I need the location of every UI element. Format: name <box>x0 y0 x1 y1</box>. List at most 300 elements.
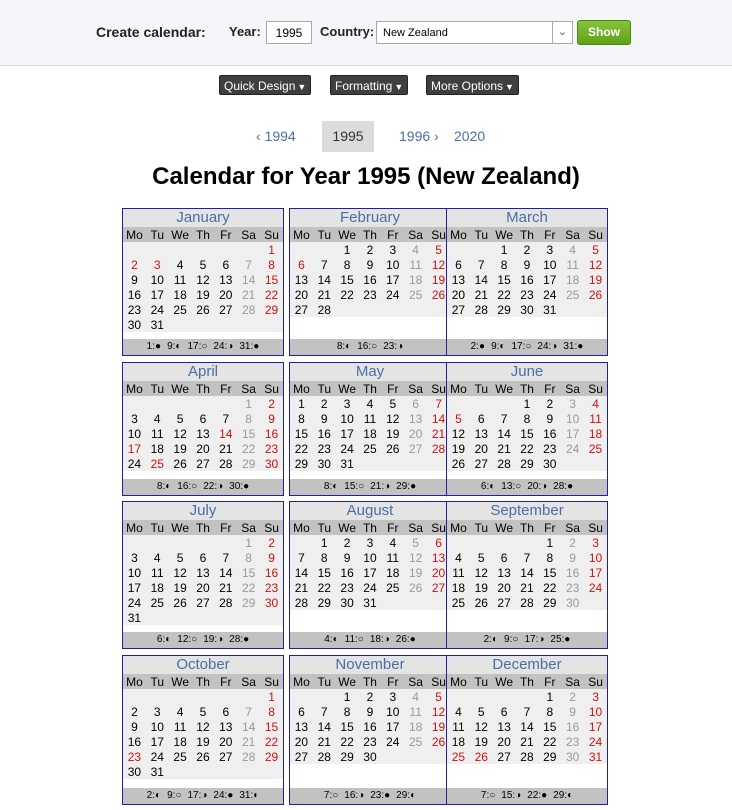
day-cell[interactable]: 29 <box>313 595 336 610</box>
day-cell[interactable]: 20 <box>493 580 516 595</box>
day-cell[interactable]: 9 <box>123 719 146 734</box>
day-cell[interactable]: 1 <box>538 689 561 704</box>
day-cell[interactable]: 5 <box>427 242 450 257</box>
day-cell[interactable]: 15 <box>538 565 561 580</box>
day-cell[interactable]: 8 <box>493 257 516 272</box>
day-cell[interactable]: 8 <box>237 411 260 426</box>
day-cell[interactable]: 3 <box>146 704 169 719</box>
day-cell[interactable]: 28 <box>516 595 539 610</box>
day-cell[interactable]: 27 <box>404 441 427 456</box>
day-cell[interactable]: 19 <box>192 734 215 749</box>
day-cell[interactable]: 11 <box>146 565 169 580</box>
day-cell[interactable]: 25 <box>359 441 382 456</box>
day-cell[interactable]: 21 <box>516 734 539 749</box>
day-cell[interactable]: 11 <box>359 411 382 426</box>
day-cell[interactable]: 28 <box>493 456 516 471</box>
day-cell[interactable]: 16 <box>123 734 146 749</box>
prev-year-link[interactable] <box>256 128 296 144</box>
day-cell[interactable]: 10 <box>123 426 146 441</box>
day-cell[interactable]: 9 <box>260 411 283 426</box>
day-cell[interactable]: 18 <box>447 580 470 595</box>
day-cell[interactable]: 26 <box>169 595 192 610</box>
day-cell[interactable]: 18 <box>404 272 427 287</box>
day-cell[interactable]: 23 <box>313 441 336 456</box>
day-cell[interactable]: 13 <box>427 550 450 565</box>
day-cell[interactable]: 15 <box>260 719 283 734</box>
day-cell[interactable]: 25 <box>584 441 607 456</box>
day-cell[interactable]: 15 <box>538 719 561 734</box>
day-cell[interactable]: 13 <box>290 272 313 287</box>
day-cell[interactable]: 30 <box>260 456 283 471</box>
day-cell[interactable]: 22 <box>493 287 516 302</box>
day-cell[interactable]: 15 <box>336 272 359 287</box>
day-cell[interactable]: 31 <box>538 302 561 317</box>
day-cell[interactable]: 10 <box>561 411 584 426</box>
day-cell[interactable]: 31 <box>336 456 359 471</box>
day-cell[interactable]: 25 <box>146 595 169 610</box>
day-cell[interactable]: 10 <box>381 257 404 272</box>
day-cell[interactable]: 17 <box>561 426 584 441</box>
day-cell[interactable]: 6 <box>214 257 237 272</box>
day-cell[interactable]: 15 <box>237 565 260 580</box>
day-cell[interactable]: 26 <box>427 287 450 302</box>
day-cell[interactable]: 1 <box>538 535 561 550</box>
day-cell[interactable]: 3 <box>584 535 607 550</box>
day-cell[interactable]: 2 <box>561 535 584 550</box>
day-cell[interactable]: 25 <box>146 456 169 471</box>
day-cell[interactable]: 23 <box>561 734 584 749</box>
day-cell[interactable]: 27 <box>470 456 493 471</box>
day-cell[interactable]: 27 <box>447 302 470 317</box>
day-cell[interactable]: 7 <box>290 550 313 565</box>
day-cell[interactable]: 22 <box>538 734 561 749</box>
day-cell[interactable]: 19 <box>470 734 493 749</box>
day-cell[interactable]: 29 <box>538 749 561 764</box>
day-cell[interactable]: 26 <box>447 456 470 471</box>
day-cell[interactable]: 7 <box>470 257 493 272</box>
day-cell[interactable]: 5 <box>381 396 404 411</box>
day-cell[interactable]: 5 <box>427 689 450 704</box>
day-cell[interactable]: 13 <box>214 719 237 734</box>
day-cell[interactable]: 11 <box>169 272 192 287</box>
day-cell[interactable]: 5 <box>169 411 192 426</box>
day-cell[interactable]: 8 <box>290 411 313 426</box>
day-cell[interactable]: 10 <box>146 719 169 734</box>
day-cell[interactable]: 28 <box>237 302 260 317</box>
day-cell[interactable]: 25 <box>169 302 192 317</box>
day-cell[interactable]: 12 <box>427 704 450 719</box>
day-cell[interactable]: 26 <box>381 441 404 456</box>
other-year-link[interactable]: 2020 <box>454 128 486 144</box>
day-cell[interactable]: 20 <box>447 287 470 302</box>
day-cell[interactable]: 26 <box>192 749 215 764</box>
day-cell[interactable]: 12 <box>584 257 607 272</box>
day-cell[interactable]: 1 <box>290 396 313 411</box>
day-cell[interactable]: 19 <box>427 719 450 734</box>
day-cell[interactable]: 23 <box>538 441 561 456</box>
day-cell[interactable]: 7 <box>313 704 336 719</box>
day-cell[interactable]: 28 <box>214 595 237 610</box>
day-cell[interactable]: 2 <box>260 396 283 411</box>
day-cell[interactable]: 30 <box>123 764 146 779</box>
day-cell[interactable]: 22 <box>313 580 336 595</box>
show-button[interactable]: Show <box>577 20 631 45</box>
day-cell[interactable]: 4 <box>447 550 470 565</box>
day-cell[interactable]: 16 <box>359 272 382 287</box>
day-cell[interactable]: 16 <box>260 426 283 441</box>
day-cell[interactable]: 26 <box>169 456 192 471</box>
day-cell[interactable]: 15 <box>260 272 283 287</box>
day-cell[interactable]: 6 <box>493 704 516 719</box>
day-cell[interactable]: 8 <box>313 550 336 565</box>
day-cell[interactable]: 2 <box>260 535 283 550</box>
day-cell[interactable]: 12 <box>427 257 450 272</box>
day-cell[interactable]: 24 <box>381 734 404 749</box>
day-cell[interactable]: 6 <box>493 550 516 565</box>
day-cell[interactable]: 6 <box>214 704 237 719</box>
day-cell[interactable]: 12 <box>169 565 192 580</box>
day-cell[interactable]: 14 <box>237 272 260 287</box>
day-cell[interactable]: 14 <box>313 272 336 287</box>
day-cell[interactable]: 6 <box>290 704 313 719</box>
day-cell[interactable]: 1 <box>493 242 516 257</box>
day-cell[interactable]: 19 <box>584 272 607 287</box>
day-cell[interactable]: 12 <box>447 426 470 441</box>
day-cell[interactable]: 27 <box>493 595 516 610</box>
day-cell[interactable]: 16 <box>359 719 382 734</box>
day-cell[interactable]: 6 <box>470 411 493 426</box>
day-cell[interactable]: 10 <box>359 550 382 565</box>
day-cell[interactable]: 20 <box>493 734 516 749</box>
day-cell[interactable]: 12 <box>192 272 215 287</box>
day-cell[interactable]: 1 <box>516 396 539 411</box>
day-cell[interactable]: 26 <box>192 302 215 317</box>
day-cell[interactable]: 4 <box>169 257 192 272</box>
day-cell[interactable]: 22 <box>336 734 359 749</box>
day-cell[interactable]: 15 <box>516 426 539 441</box>
day-cell[interactable]: 30 <box>516 302 539 317</box>
day-cell[interactable]: 18 <box>169 734 192 749</box>
day-cell[interactable]: 24 <box>561 441 584 456</box>
day-cell[interactable]: 9 <box>336 550 359 565</box>
day-cell[interactable]: 23 <box>260 580 283 595</box>
day-cell[interactable]: 1 <box>260 689 283 704</box>
day-cell[interactable]: 18 <box>359 426 382 441</box>
day-cell[interactable]: 6 <box>427 535 450 550</box>
day-cell[interactable]: 3 <box>146 257 169 272</box>
day-cell[interactable]: 14 <box>470 272 493 287</box>
day-cell[interactable]: 14 <box>516 565 539 580</box>
day-cell[interactable]: 31 <box>584 749 607 764</box>
day-cell[interactable]: 25 <box>404 734 427 749</box>
day-cell[interactable]: 7 <box>237 704 260 719</box>
day-cell[interactable]: 13 <box>290 719 313 734</box>
day-cell[interactable]: 7 <box>237 257 260 272</box>
day-cell[interactable]: 26 <box>470 749 493 764</box>
day-cell[interactable]: 30 <box>123 317 146 332</box>
day-cell[interactable]: 19 <box>427 272 450 287</box>
day-cell[interactable]: 6 <box>290 257 313 272</box>
year-input[interactable] <box>266 21 312 44</box>
day-cell[interactable]: 17 <box>584 719 607 734</box>
month-name[interactable]: March <box>447 209 607 227</box>
month-name[interactable]: October <box>123 656 283 674</box>
day-cell[interactable]: 2 <box>123 704 146 719</box>
day-cell[interactable]: 3 <box>381 689 404 704</box>
day-cell[interactable]: 2 <box>516 242 539 257</box>
day-cell[interactable]: 21 <box>313 287 336 302</box>
day-cell[interactable]: 8 <box>260 257 283 272</box>
day-cell[interactable]: 23 <box>336 580 359 595</box>
day-cell[interactable]: 3 <box>584 689 607 704</box>
day-cell[interactable]: 6 <box>447 257 470 272</box>
day-cell[interactable]: 25 <box>447 595 470 610</box>
day-cell[interactable]: 26 <box>470 595 493 610</box>
day-cell[interactable]: 28 <box>290 595 313 610</box>
day-cell[interactable]: 31 <box>123 610 146 625</box>
day-cell[interactable]: 3 <box>359 535 382 550</box>
day-cell[interactable]: 19 <box>381 426 404 441</box>
day-cell[interactable]: 29 <box>516 456 539 471</box>
day-cell[interactable]: 24 <box>584 580 607 595</box>
day-cell[interactable]: 28 <box>313 749 336 764</box>
day-cell[interactable]: 8 <box>538 704 561 719</box>
day-cell[interactable]: 18 <box>447 734 470 749</box>
day-cell[interactable]: 23 <box>516 287 539 302</box>
day-cell[interactable]: 9 <box>561 550 584 565</box>
day-cell[interactable]: 1 <box>237 535 260 550</box>
day-cell[interactable]: 20 <box>214 734 237 749</box>
day-cell[interactable]: 4 <box>359 396 382 411</box>
day-cell[interactable]: 22 <box>237 580 260 595</box>
day-cell[interactable]: 29 <box>237 456 260 471</box>
day-cell[interactable]: 30 <box>336 595 359 610</box>
day-cell[interactable]: 21 <box>313 734 336 749</box>
day-cell[interactable]: 15 <box>493 272 516 287</box>
day-cell[interactable]: 20 <box>470 441 493 456</box>
day-cell[interactable]: 12 <box>470 719 493 734</box>
day-cell[interactable]: 16 <box>561 719 584 734</box>
day-cell[interactable]: 22 <box>336 287 359 302</box>
day-cell[interactable]: 28 <box>237 749 260 764</box>
day-cell[interactable]: 14 <box>290 565 313 580</box>
day-cell[interactable]: 7 <box>214 411 237 426</box>
day-cell[interactable]: 17 <box>538 272 561 287</box>
day-cell[interactable]: 25 <box>447 749 470 764</box>
day-cell[interactable]: 18 <box>404 719 427 734</box>
next-year-link[interactable] <box>399 128 439 144</box>
day-cell[interactable]: 17 <box>336 426 359 441</box>
day-cell[interactable]: 31 <box>359 595 382 610</box>
day-cell[interactable]: 14 <box>214 565 237 580</box>
day-cell[interactable]: 24 <box>123 595 146 610</box>
country-select[interactable] <box>376 21 573 44</box>
day-cell[interactable]: 27 <box>290 749 313 764</box>
day-cell[interactable]: 17 <box>146 734 169 749</box>
day-cell[interactable]: 31 <box>146 317 169 332</box>
day-cell[interactable]: 9 <box>359 257 382 272</box>
day-cell[interactable]: 18 <box>146 441 169 456</box>
day-cell[interactable]: 14 <box>237 719 260 734</box>
day-cell[interactable]: 21 <box>516 580 539 595</box>
day-cell[interactable]: 5 <box>470 550 493 565</box>
day-cell[interactable]: 27 <box>427 580 450 595</box>
day-cell[interactable]: 5 <box>404 535 427 550</box>
day-cell[interactable]: 27 <box>290 302 313 317</box>
day-cell[interactable]: 24 <box>146 749 169 764</box>
day-cell[interactable]: 21 <box>493 441 516 456</box>
day-cell[interactable]: 23 <box>561 580 584 595</box>
day-cell[interactable]: 29 <box>260 749 283 764</box>
day-cell[interactable]: 23 <box>260 441 283 456</box>
day-cell[interactable]: 30 <box>359 749 382 764</box>
day-cell[interactable]: 9 <box>359 704 382 719</box>
day-cell[interactable]: 19 <box>192 287 215 302</box>
day-cell[interactable]: 13 <box>470 426 493 441</box>
day-cell[interactable]: 10 <box>123 565 146 580</box>
day-cell[interactable]: 24 <box>359 580 382 595</box>
day-cell[interactable]: 10 <box>336 411 359 426</box>
day-cell[interactable]: 14 <box>493 426 516 441</box>
day-cell[interactable]: 5 <box>192 257 215 272</box>
day-cell[interactable]: 2 <box>538 396 561 411</box>
day-cell[interactable]: 30 <box>561 749 584 764</box>
day-cell[interactable]: 22 <box>237 441 260 456</box>
day-cell[interactable]: 16 <box>516 272 539 287</box>
day-cell[interactable]: 20 <box>427 565 450 580</box>
day-cell[interactable]: 13 <box>493 565 516 580</box>
day-cell[interactable]: 28 <box>214 456 237 471</box>
day-cell[interactable]: 22 <box>260 734 283 749</box>
day-cell[interactable]: 4 <box>584 396 607 411</box>
day-cell[interactable]: 10 <box>584 550 607 565</box>
day-cell[interactable]: 4 <box>561 242 584 257</box>
month-name[interactable]: January <box>123 209 283 227</box>
day-cell[interactable]: 26 <box>404 580 427 595</box>
day-cell[interactable]: 4 <box>404 242 427 257</box>
day-cell[interactable]: 24 <box>336 441 359 456</box>
day-cell[interactable]: 12 <box>192 719 215 734</box>
day-cell[interactable]: 26 <box>427 734 450 749</box>
day-cell[interactable]: 25 <box>561 287 584 302</box>
day-cell[interactable]: 24 <box>381 287 404 302</box>
day-cell[interactable]: 30 <box>260 595 283 610</box>
day-cell[interactable]: 2 <box>561 689 584 704</box>
day-cell[interactable]: 16 <box>561 565 584 580</box>
day-cell[interactable]: 8 <box>336 257 359 272</box>
day-cell[interactable]: 11 <box>146 426 169 441</box>
day-cell[interactable]: 6 <box>192 411 215 426</box>
day-cell[interactable]: 9 <box>123 272 146 287</box>
day-cell[interactable]: 27 <box>214 302 237 317</box>
day-cell[interactable]: 19 <box>447 441 470 456</box>
day-cell[interactable]: 17 <box>146 287 169 302</box>
day-cell[interactable]: 27 <box>192 595 215 610</box>
day-cell[interactable]: 29 <box>336 749 359 764</box>
day-cell[interactable]: 5 <box>169 550 192 565</box>
day-cell[interactable]: 29 <box>538 595 561 610</box>
day-cell[interactable]: 24 <box>146 302 169 317</box>
day-cell[interactable]: 10 <box>538 257 561 272</box>
month-name[interactable]: May <box>290 363 450 381</box>
day-cell[interactable]: 17 <box>359 565 382 580</box>
day-cell[interactable]: 2 <box>359 689 382 704</box>
day-cell[interactable]: 13 <box>493 719 516 734</box>
day-cell[interactable]: 15 <box>313 565 336 580</box>
day-cell[interactable]: 14 <box>313 719 336 734</box>
day-cell[interactable]: 21 <box>290 580 313 595</box>
day-cell[interactable]: 19 <box>169 580 192 595</box>
day-cell[interactable]: 30 <box>561 595 584 610</box>
day-cell[interactable]: 5 <box>584 242 607 257</box>
day-cell[interactable]: 15 <box>290 426 313 441</box>
day-cell[interactable]: 21 <box>214 580 237 595</box>
day-cell[interactable]: 10 <box>146 272 169 287</box>
day-cell[interactable]: 9 <box>538 411 561 426</box>
day-cell[interactable]: 21 <box>427 426 450 441</box>
day-cell[interactable]: 5 <box>470 704 493 719</box>
day-cell[interactable]: 28 <box>516 749 539 764</box>
day-cell[interactable]: 21 <box>237 287 260 302</box>
day-cell[interactable]: 4 <box>381 535 404 550</box>
day-cell[interactable]: 29 <box>493 302 516 317</box>
day-cell[interactable]: 8 <box>237 550 260 565</box>
day-cell[interactable]: 8 <box>260 704 283 719</box>
day-cell[interactable]: 14 <box>214 426 237 441</box>
day-cell[interactable]: 1 <box>237 396 260 411</box>
day-cell[interactable]: 8 <box>516 411 539 426</box>
day-cell[interactable]: 7 <box>516 550 539 565</box>
day-cell[interactable]: 20 <box>192 441 215 456</box>
day-cell[interactable]: 13 <box>214 272 237 287</box>
day-cell[interactable]: 6 <box>404 396 427 411</box>
day-cell[interactable]: 11 <box>381 550 404 565</box>
day-cell[interactable]: 11 <box>584 411 607 426</box>
day-cell[interactable]: 6 <box>192 550 215 565</box>
day-cell[interactable]: 3 <box>123 550 146 565</box>
day-cell[interactable]: 14 <box>516 719 539 734</box>
day-cell[interactable]: 18 <box>381 565 404 580</box>
day-cell[interactable]: 5 <box>192 704 215 719</box>
day-cell[interactable]: 21 <box>237 734 260 749</box>
day-cell[interactable]: 4 <box>447 704 470 719</box>
day-cell[interactable]: 21 <box>214 441 237 456</box>
day-cell[interactable]: 11 <box>447 719 470 734</box>
day-cell[interactable]: 16 <box>336 565 359 580</box>
day-cell[interactable]: 11 <box>169 719 192 734</box>
day-cell[interactable]: 1 <box>336 689 359 704</box>
day-cell[interactable]: 30 <box>313 456 336 471</box>
day-cell[interactable]: 28 <box>470 302 493 317</box>
day-cell[interactable]: 10 <box>584 704 607 719</box>
day-cell[interactable]: 16 <box>260 565 283 580</box>
day-cell[interactable]: 29 <box>260 302 283 317</box>
day-cell[interactable]: 25 <box>404 287 427 302</box>
day-cell[interactable]: 12 <box>470 565 493 580</box>
day-cell[interactable]: 5 <box>447 411 470 426</box>
day-cell[interactable]: 25 <box>381 580 404 595</box>
day-cell[interactable]: 11 <box>561 257 584 272</box>
month-name[interactable]: December <box>447 656 607 674</box>
day-cell[interactable]: 12 <box>381 411 404 426</box>
day-cell[interactable]: 20 <box>290 287 313 302</box>
day-cell[interactable]: 30 <box>538 456 561 471</box>
day-cell[interactable]: 29 <box>290 456 313 471</box>
day-cell[interactable]: 25 <box>169 749 192 764</box>
day-cell[interactable]: 18 <box>561 272 584 287</box>
day-cell[interactable]: 9 <box>561 704 584 719</box>
day-cell[interactable]: 16 <box>123 287 146 302</box>
